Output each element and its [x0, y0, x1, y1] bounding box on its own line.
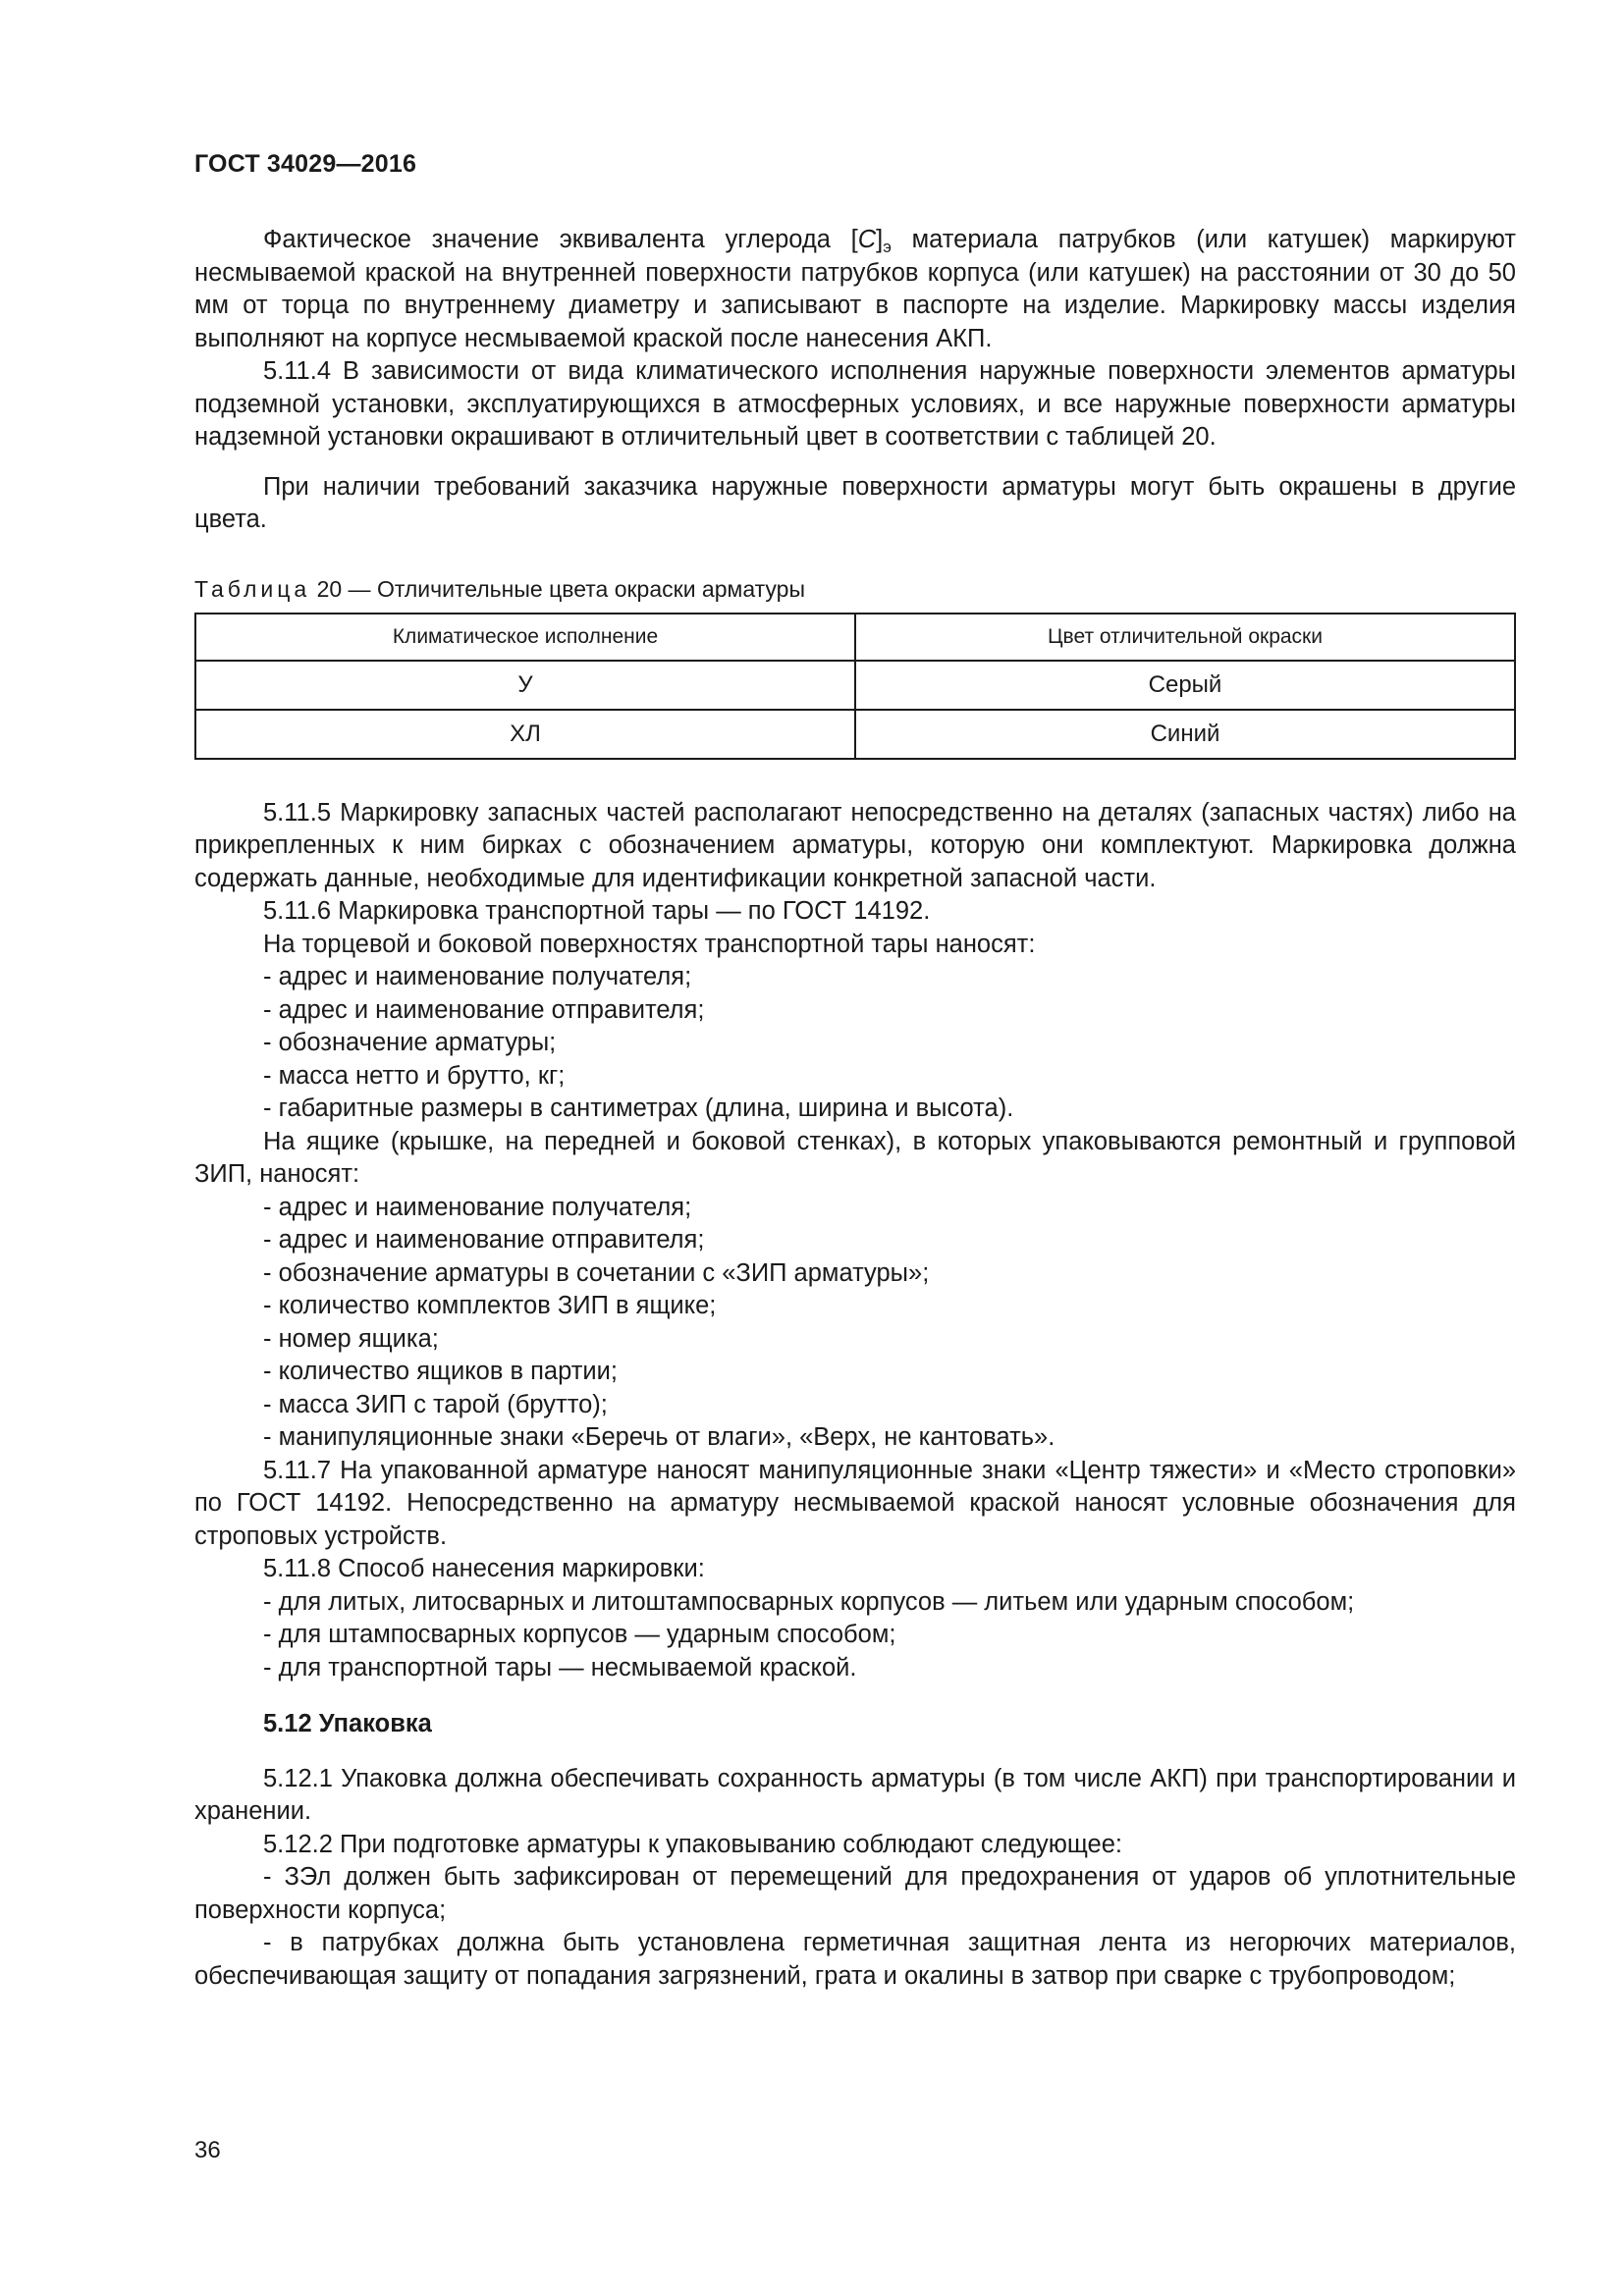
carbon-text-after: материала патрубков (или катушек) маркируют несмываемой краской на внутренней поверхности патрубков корпуса (или катушек) на расстоянии от 30 до 50 мм от торца по внутреннему диаметру и записывают в паспорте на изделие. Маркировку массы изделия выполняют на корпусе несмываемой краской после нанесения АКП. [194, 226, 1516, 352]
page-number: 36 [194, 2137, 221, 2163]
list-item-wrapped: - ЗЭл должен быть зафиксирован от перемещений для предохранения от ударов об уплотнительные поверхности корпуса; [194, 1863, 1516, 1924]
paragraph-5-11-5: 5.11.5 Маркировку запасных частей располагают непосредственно на деталях (запасных частях) либо на прикрепленных к ним бирках с обозначением арматуры, которую они комплектуют. Маркировка должна содержать данные, необходимые для идентификации конкретной запасной части. [194, 798, 1516, 892]
list-item: - адрес и наименование получателя; [263, 963, 692, 990]
list-item: - для транспортной тары — несмываемой краской. [263, 1653, 857, 1682]
table-20 [194, 613, 1516, 760]
table-cell: ХЛ [195, 710, 855, 759]
paragraph-5-12-1: 5.12.1 Упаковка должна обеспечивать сохранность арматуры (в том числе АКП) при транспортировании и хранении. [194, 1764, 1516, 1825]
list-item: - адрес и наименование отправителя; [263, 995, 705, 1024]
table-row [195, 710, 1515, 759]
carbon-subscript: э [883, 238, 892, 256]
table-caption-text: 20 — Отличительные цвета окраски арматуры [310, 575, 805, 602]
paragraph-carbon-equivalent [194, 224, 1516, 355]
table-caption-label: Таблица [194, 575, 311, 602]
list-item: - адрес и наименование получателя; [263, 1193, 692, 1221]
carbon-symbol: С [857, 226, 877, 253]
document-header-title: ГОСТ 34029—2016 [194, 150, 417, 178]
list-item-wrapped: - в патрубках должна быть установлена герметичная защитная лента из негорючих материалов, обеспечивающая защиту от попадания загрязнений, грата и окалины в затвор при сварке с трубопроводом; [194, 1929, 1516, 1990]
paragraph-customer-colors: При наличии требований заказчика наружные поверхности арматуры могут быть окрашены в другие цвета. [194, 472, 1516, 533]
paragraph-box-intro: На ящике (крышке, на передней и боковой стенках), в которых упаковываются ремонтный и групповой ЗИП, наносят: [194, 1127, 1516, 1188]
table-header-row [195, 614, 1515, 661]
list-item: - манипуляционные знаки «Беречь от влаги», «Верх, не кантовать». [263, 1423, 1056, 1451]
list-item: - масса ЗИП с тарой (брутто); [263, 1390, 608, 1418]
table-cell: Синий [855, 710, 1515, 759]
paragraph-5-11-8: 5.11.8 Способ нанесения маркировки: [263, 1555, 705, 1582]
spacer [194, 454, 1516, 471]
table-header-cell: Цвет отличительной окраски [855, 614, 1515, 661]
list-item: - обозначение арматуры в сочетании с «ЗИП арматуры»; [263, 1258, 930, 1287]
list-item: - обозначение арматуры; [263, 1029, 557, 1056]
table-row [195, 661, 1515, 710]
carbon-text-before: Фактическое значение эквивалента углерода [ [263, 226, 858, 253]
list-item: - для литых, литосварных и литоштампосварных корпусов — литьем или ударным способом; [263, 1587, 1355, 1616]
list-item: - количество комплектов ЗИП в ящике; [263, 1292, 717, 1319]
spacer [194, 760, 1516, 797]
carbon-bracket: ] [876, 226, 884, 253]
list-item: - для штампосварных корпусов — ударным способом; [263, 1621, 896, 1648]
paragraph-tare-intro: На торцевой и боковой поверхностях транспортной тары наносят: [263, 930, 1036, 958]
list-item: - номер ящика; [263, 1324, 439, 1353]
document-body [194, 224, 1516, 1993]
list-item: - количество ящиков в партии; [263, 1358, 618, 1385]
paragraph-5-11-6: 5.11.6 Маркировка транспортной тары — по ГОСТ 14192. [263, 897, 931, 925]
table-cell: Серый [855, 661, 1515, 710]
paragraph-5-11-7: 5.11.7 На упакованной арматуре наносят манипуляционные знаки «Центр тяжести» и «Место строповки» по ГОСТ 14192. Непосредственно на арматуру несмываемой краской наносят условные обозначения для строповых устройств. [194, 1456, 1516, 1550]
table-cell: У [195, 661, 855, 710]
table-header-cell: Климатическое исполнение [195, 614, 855, 661]
list-item: - масса нетто и брутто, кг; [263, 1061, 566, 1090]
table-20-caption [194, 574, 1516, 604]
list-item: - адрес и наименование отправителя; [263, 1226, 705, 1254]
paragraph-5-12-2: 5.12.2 При подготовке арматуры к упаковыванию соблюдают следующее: [263, 1830, 1122, 1858]
list-item: - габаритные размеры в сантиметрах (длина, ширина и высота). [263, 1095, 1014, 1122]
section-title-5-12: 5.12 Упаковка [263, 1710, 432, 1737]
paragraph-5-11-4: 5.11.4 В зависимости от вида климатического исполнения наружные поверхности элементов арматуры подземной установки, эксплуатирующихся в атмосферных условиях, и все наружные поверхности арматуры надземной установки окрашивают в отличительный цвет в соответствии с таблицей 20. [194, 357, 1516, 451]
